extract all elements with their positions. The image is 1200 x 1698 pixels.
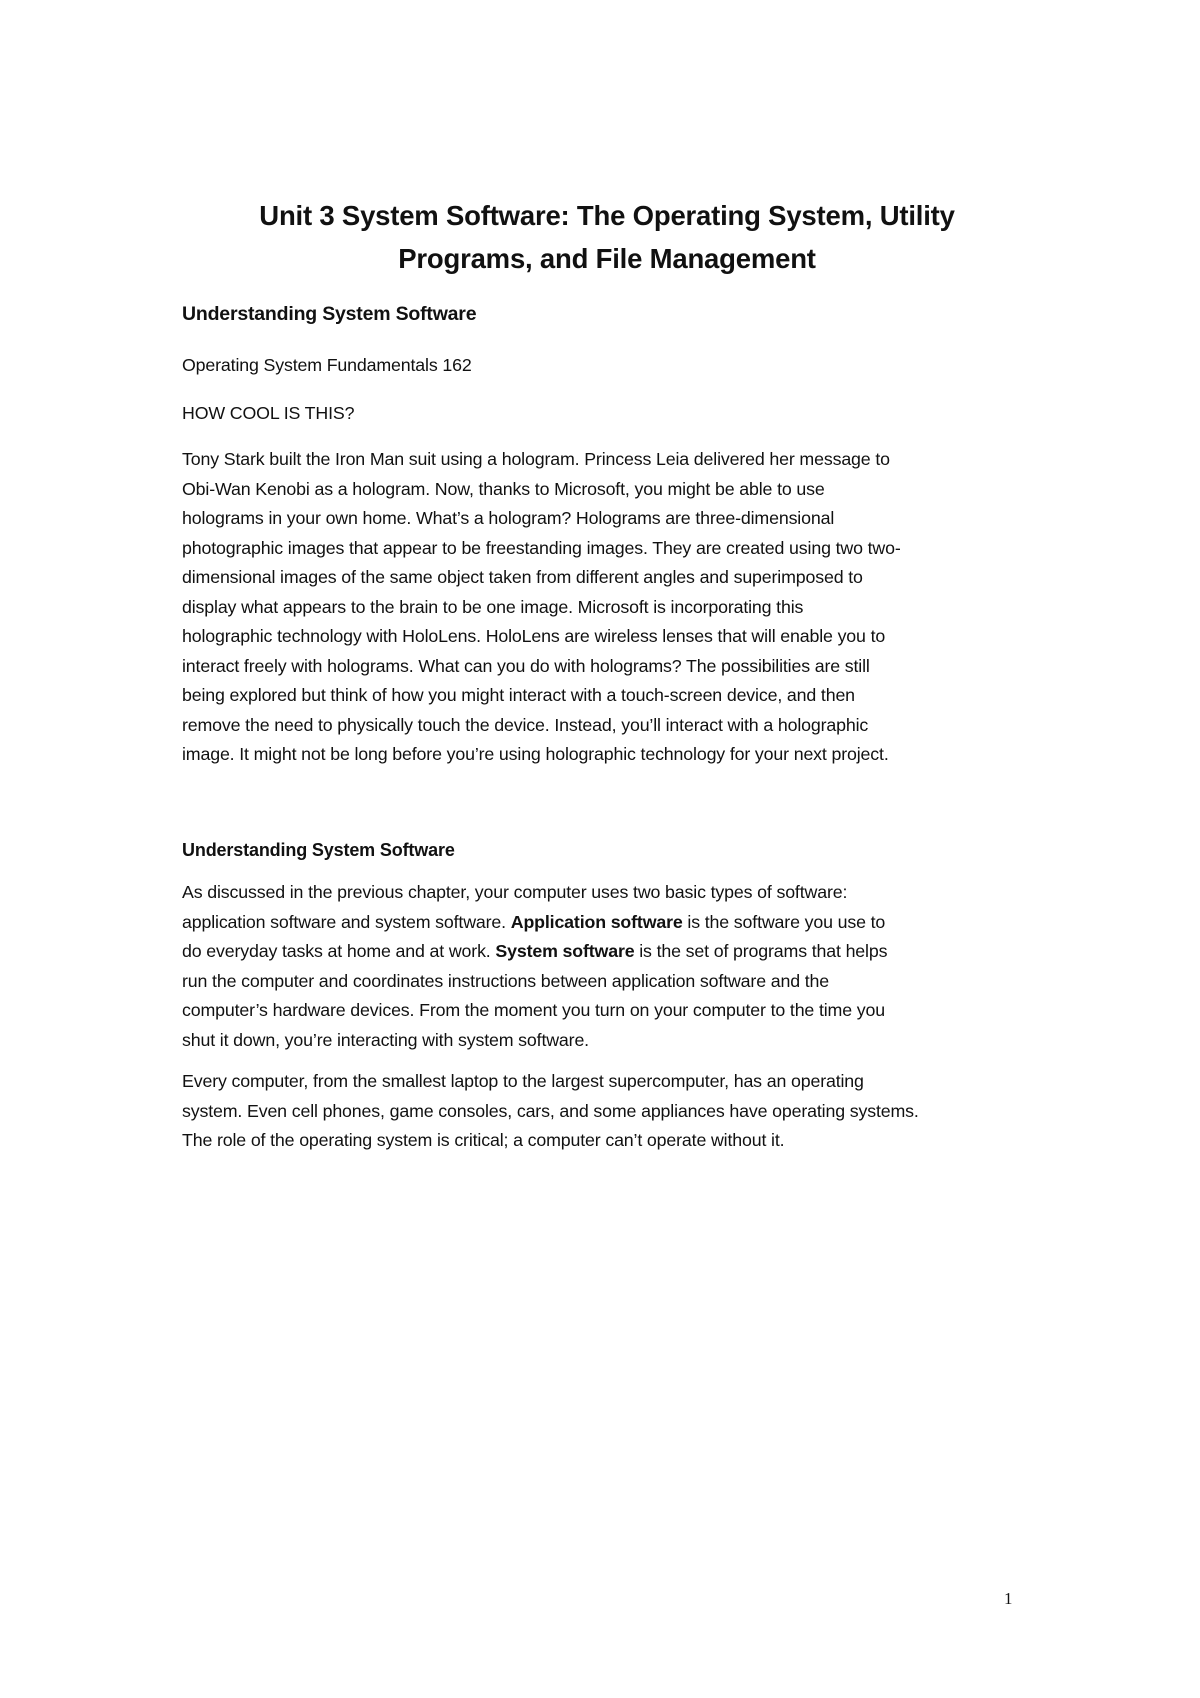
- intro-line: Obi-Wan Kenobi as a hologram. Now, thanks to Microsoft, you might be able to use: [182, 478, 825, 499]
- intro-line: photographic images that appear to be freestanding images. They are created using two two-: [182, 537, 901, 558]
- page-number: 1: [1004, 1589, 1013, 1608]
- intro-paragraph: [182, 445, 1032, 770]
- paragraph-line: run the computer and coordinates instructions between application software and the: [182, 970, 829, 991]
- intro-line: image. It might not be long before you’re using holographic technology for your next project.: [182, 744, 889, 764]
- paragraph-line: shut it down, you’re interacting with system software.: [182, 1029, 589, 1050]
- intro-line: holographic technology with HoloLens. HoloLens are wireless lenses that will enable you to: [182, 626, 886, 646]
- term-application-software: Application software: [510, 911, 683, 932]
- paragraph-text: do everyday tasks at home and at work.: [182, 941, 496, 961]
- subheading-line: Operating System Fundamentals 162: [182, 355, 472, 375]
- section-heading-understanding-system-software: Understanding System Software: [182, 303, 477, 325]
- paragraph-line: computer’s hardware devices. From the moment you turn on your computer to the time you: [182, 1000, 885, 1020]
- paragraph-line: system. Even cell phones, game consoles, cars, and some appliances have operating systems.: [182, 1100, 919, 1121]
- intro-line: Tony Stark built the Iron Man suit using a hologram. Princess Leia delivered her message to: [182, 449, 890, 469]
- term-system-software: System software: [495, 941, 635, 961]
- intro-line: dimensional images of the same object taken from different angles and superimposed to: [182, 567, 863, 587]
- intro-line: holograms in your own home. What’s a hologram? Holograms are three-dimensional: [182, 508, 835, 528]
- paragraph-line: Every computer, from the smallest laptop to the largest supercomputer, has an operating: [182, 1071, 864, 1091]
- operating-system-paragraph: [182, 1067, 1032, 1156]
- paragraph-line: The role of the operating system is critical; a computer can’t operate without it.: [182, 1130, 785, 1150]
- document-title: [182, 194, 1032, 280]
- intro-line: interact freely with holograms. What can you do with holograms? The possibilities are still: [182, 655, 870, 676]
- title-line-1: Unit 3 System Software: The Operating System, Utility: [259, 200, 955, 231]
- paragraph-text: is the set of programs that helps: [634, 941, 888, 961]
- intro-line: remove the need to physically touch the device. Instead, you’ll interact with a holographic: [182, 714, 869, 735]
- callout-line: HOW COOL IS THIS?: [182, 402, 355, 423]
- intro-line: being explored but think of how you might interact with a touch-screen device, and then: [182, 685, 855, 705]
- title-line-2: Programs, and File Management: [398, 243, 816, 274]
- paragraph-text: application software and system software.: [182, 911, 511, 932]
- system-software-paragraph: [182, 878, 1032, 1055]
- intro-line: display what appears to the brain to be one image. Microsoft is incorporating this: [182, 596, 804, 617]
- section-heading-understanding-system-software-2: Understanding System Software: [182, 839, 455, 860]
- paragraph-line: As discussed in the previous chapter, your computer uses two basic types of software:: [182, 882, 848, 902]
- paragraph-text: is the software you use to: [682, 911, 886, 932]
- page-content: [182, 194, 1032, 1156]
